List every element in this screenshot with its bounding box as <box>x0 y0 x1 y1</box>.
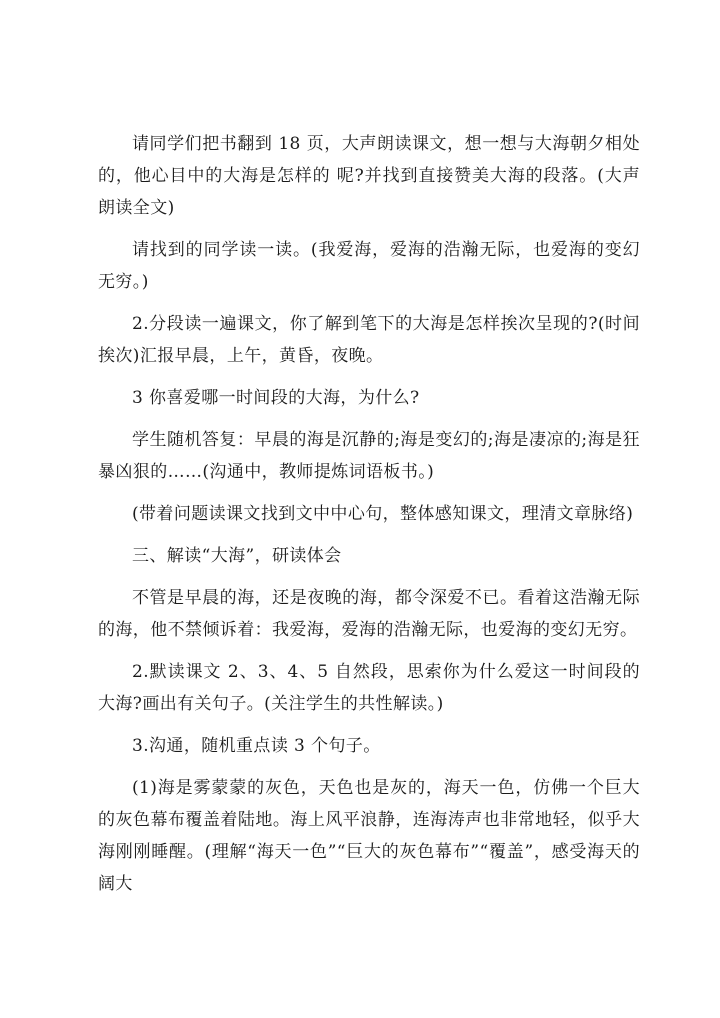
paragraph-sentence-1: (1)海是雾蒙蒙的灰色，天色也是灰的，海天一色，仿佛一个巨大的灰色幕布覆盖着陆地。海上风平浪静，连海涛声也非常地轻，似乎大海刚刚睡醒。(理解“海天一色”“巨大的灰色幕布”“覆盖”，感受海天的阔大 <box>98 778 640 894</box>
paragraph-student-answers: 学生随机答复：早晨的海是沉静的;海是变幻的;海是凄凉的;海是狂暴凶狠的……(沟通中，教师提炼词语板书。) <box>98 430 640 482</box>
paragraph-reading-instruction: 请同学们把书翻到 18 页，大声朗读课文，想一想与大海朝夕相处的，他心目中的大海是怎样的 呢?并找到直接赞美大海的段落。(大声朗读全文) <box>98 134 640 218</box>
paragraph-silent-reading: 2.默读课文 2、3、4、5 自然段，思索你为什么爱这一时间段的大海?画出有关句子。(关注学生的共性解读。) <box>98 662 640 714</box>
paragraph-read-aloud: 请找到的同学读一读。(我爱海，爱海的浩瀚无际，也爱海的变幻无穷。) <box>98 240 640 292</box>
paragraph-central-sentence: (带着问题读课文找到文中中心句，整体感知课文，理清文章脉络) <box>132 504 634 524</box>
paragraph-communication: 3.沟通，随机重点读 3 个句子。 <box>132 736 381 756</box>
document-body <box>98 128 640 910</box>
paragraph-question-3: 3 你喜爱哪一时间段的大海，为什么? <box>132 388 420 408</box>
paragraph-love-the-sea: 不管是早晨的海，还是夜晚的海，都令深爱不已。看着这浩瀚无际的海，他不禁倾诉着：我爱海，爱海的浩瀚无际，也爱海的变幻无穷。 <box>98 588 640 640</box>
section-heading-3: 三、解读“大海”，研读体会 <box>132 546 342 566</box>
paragraph-section-reading: 2.分段读一遍课文，你了解到笔下的大海是怎样挨次呈现的?(时间挨次)汇报早晨，上午，黄昏，夜晚。 <box>98 314 640 366</box>
